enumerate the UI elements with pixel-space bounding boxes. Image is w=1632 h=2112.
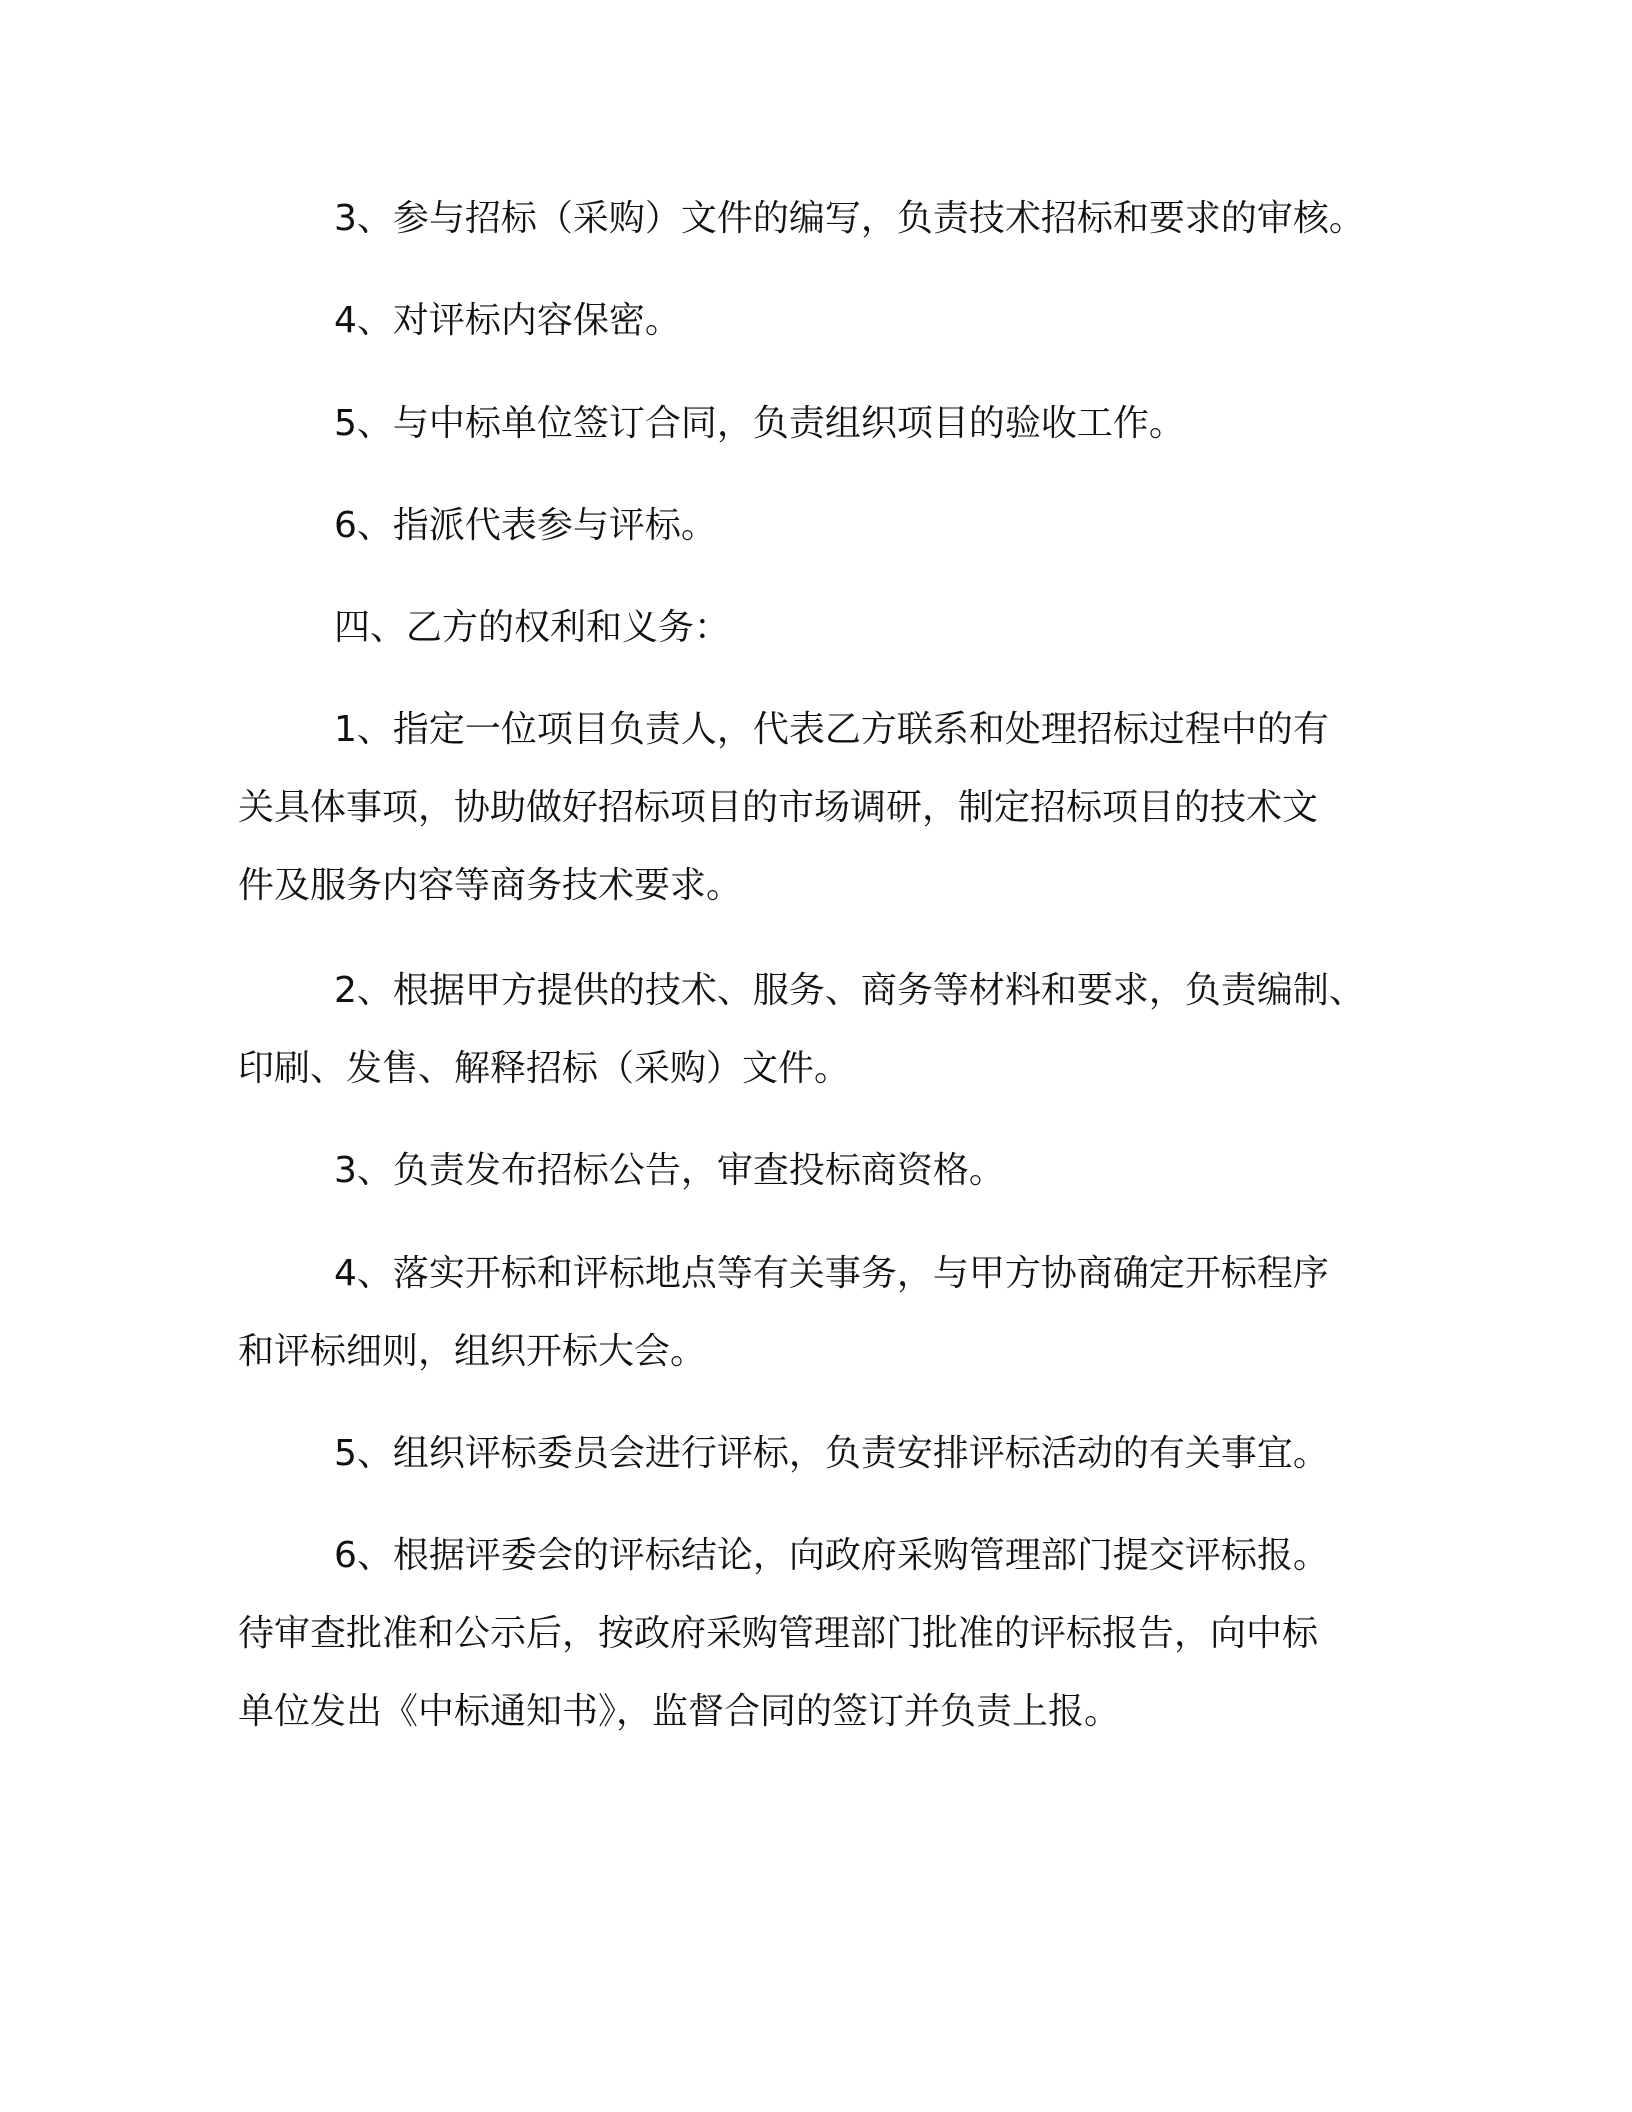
- text-line: 4、对评标内容保密。: [334, 300, 681, 341]
- text-line: 印刷、发售、解释招标（采购）文件。: [238, 1048, 851, 1089]
- paragraph-6: [238, 709, 1378, 906]
- text-line: 5、组织评标委员会进行评标，负责安排评标活动的有关事宜。: [334, 1433, 1329, 1474]
- text-line: 3、参与招标（采购）文件的编写，负责技术招标和要求的审核。: [334, 198, 1365, 239]
- text-line: 5、与中标单位签订合同，负责组织项目的验收工作。: [334, 403, 1185, 444]
- text-line: 6、根据评委会的评标结论，向政府采购管理部门提交评标报。: [334, 1535, 1329, 1576]
- text-line: 6、指派代表参与评标。: [334, 505, 717, 546]
- text-line: 待审查批准和公示后，按政府采购管理部门批准的评标报告，向中标: [238, 1613, 1319, 1654]
- paragraph-10: [238, 1433, 1378, 1474]
- paragraph-9: [238, 1253, 1378, 1372]
- section-heading: [238, 607, 1378, 648]
- paragraph-4: [238, 505, 1378, 546]
- text-line: 关具体事项，协助做好招标项目的市场调研，制定招标项目的技术文: [238, 787, 1319, 828]
- paragraph-8: [238, 1150, 1378, 1191]
- paragraph-3: [238, 403, 1378, 444]
- paragraph-11: [238, 1535, 1378, 1732]
- text-line: 4、落实开标和评标地点等有关事务，与甲方协商确定开标程序: [334, 1253, 1329, 1294]
- text-line: 2、根据甲方提供的技术、服务、商务等材料和要求，负责编制、: [334, 970, 1365, 1011]
- paragraph-1: [238, 198, 1378, 239]
- text-line: 1、指定一位项目负责人，代表乙方联系和处理招标过程中的有: [334, 709, 1329, 750]
- text-line: 件及服务内容等商务技术要求。: [238, 865, 743, 906]
- heading-line: 四、乙方的权利和义务：: [334, 607, 731, 648]
- text-line: 3、负责发布招标公告，审查投标商资格。: [334, 1150, 1005, 1191]
- text-line: 单位发出《中标通知书》，监督合同的签订并负责上报。: [238, 1691, 1121, 1732]
- paragraph-2: [238, 300, 1378, 341]
- paragraph-7: [238, 970, 1378, 1089]
- text-line: 和评标细则，组织开标大会。: [238, 1331, 707, 1372]
